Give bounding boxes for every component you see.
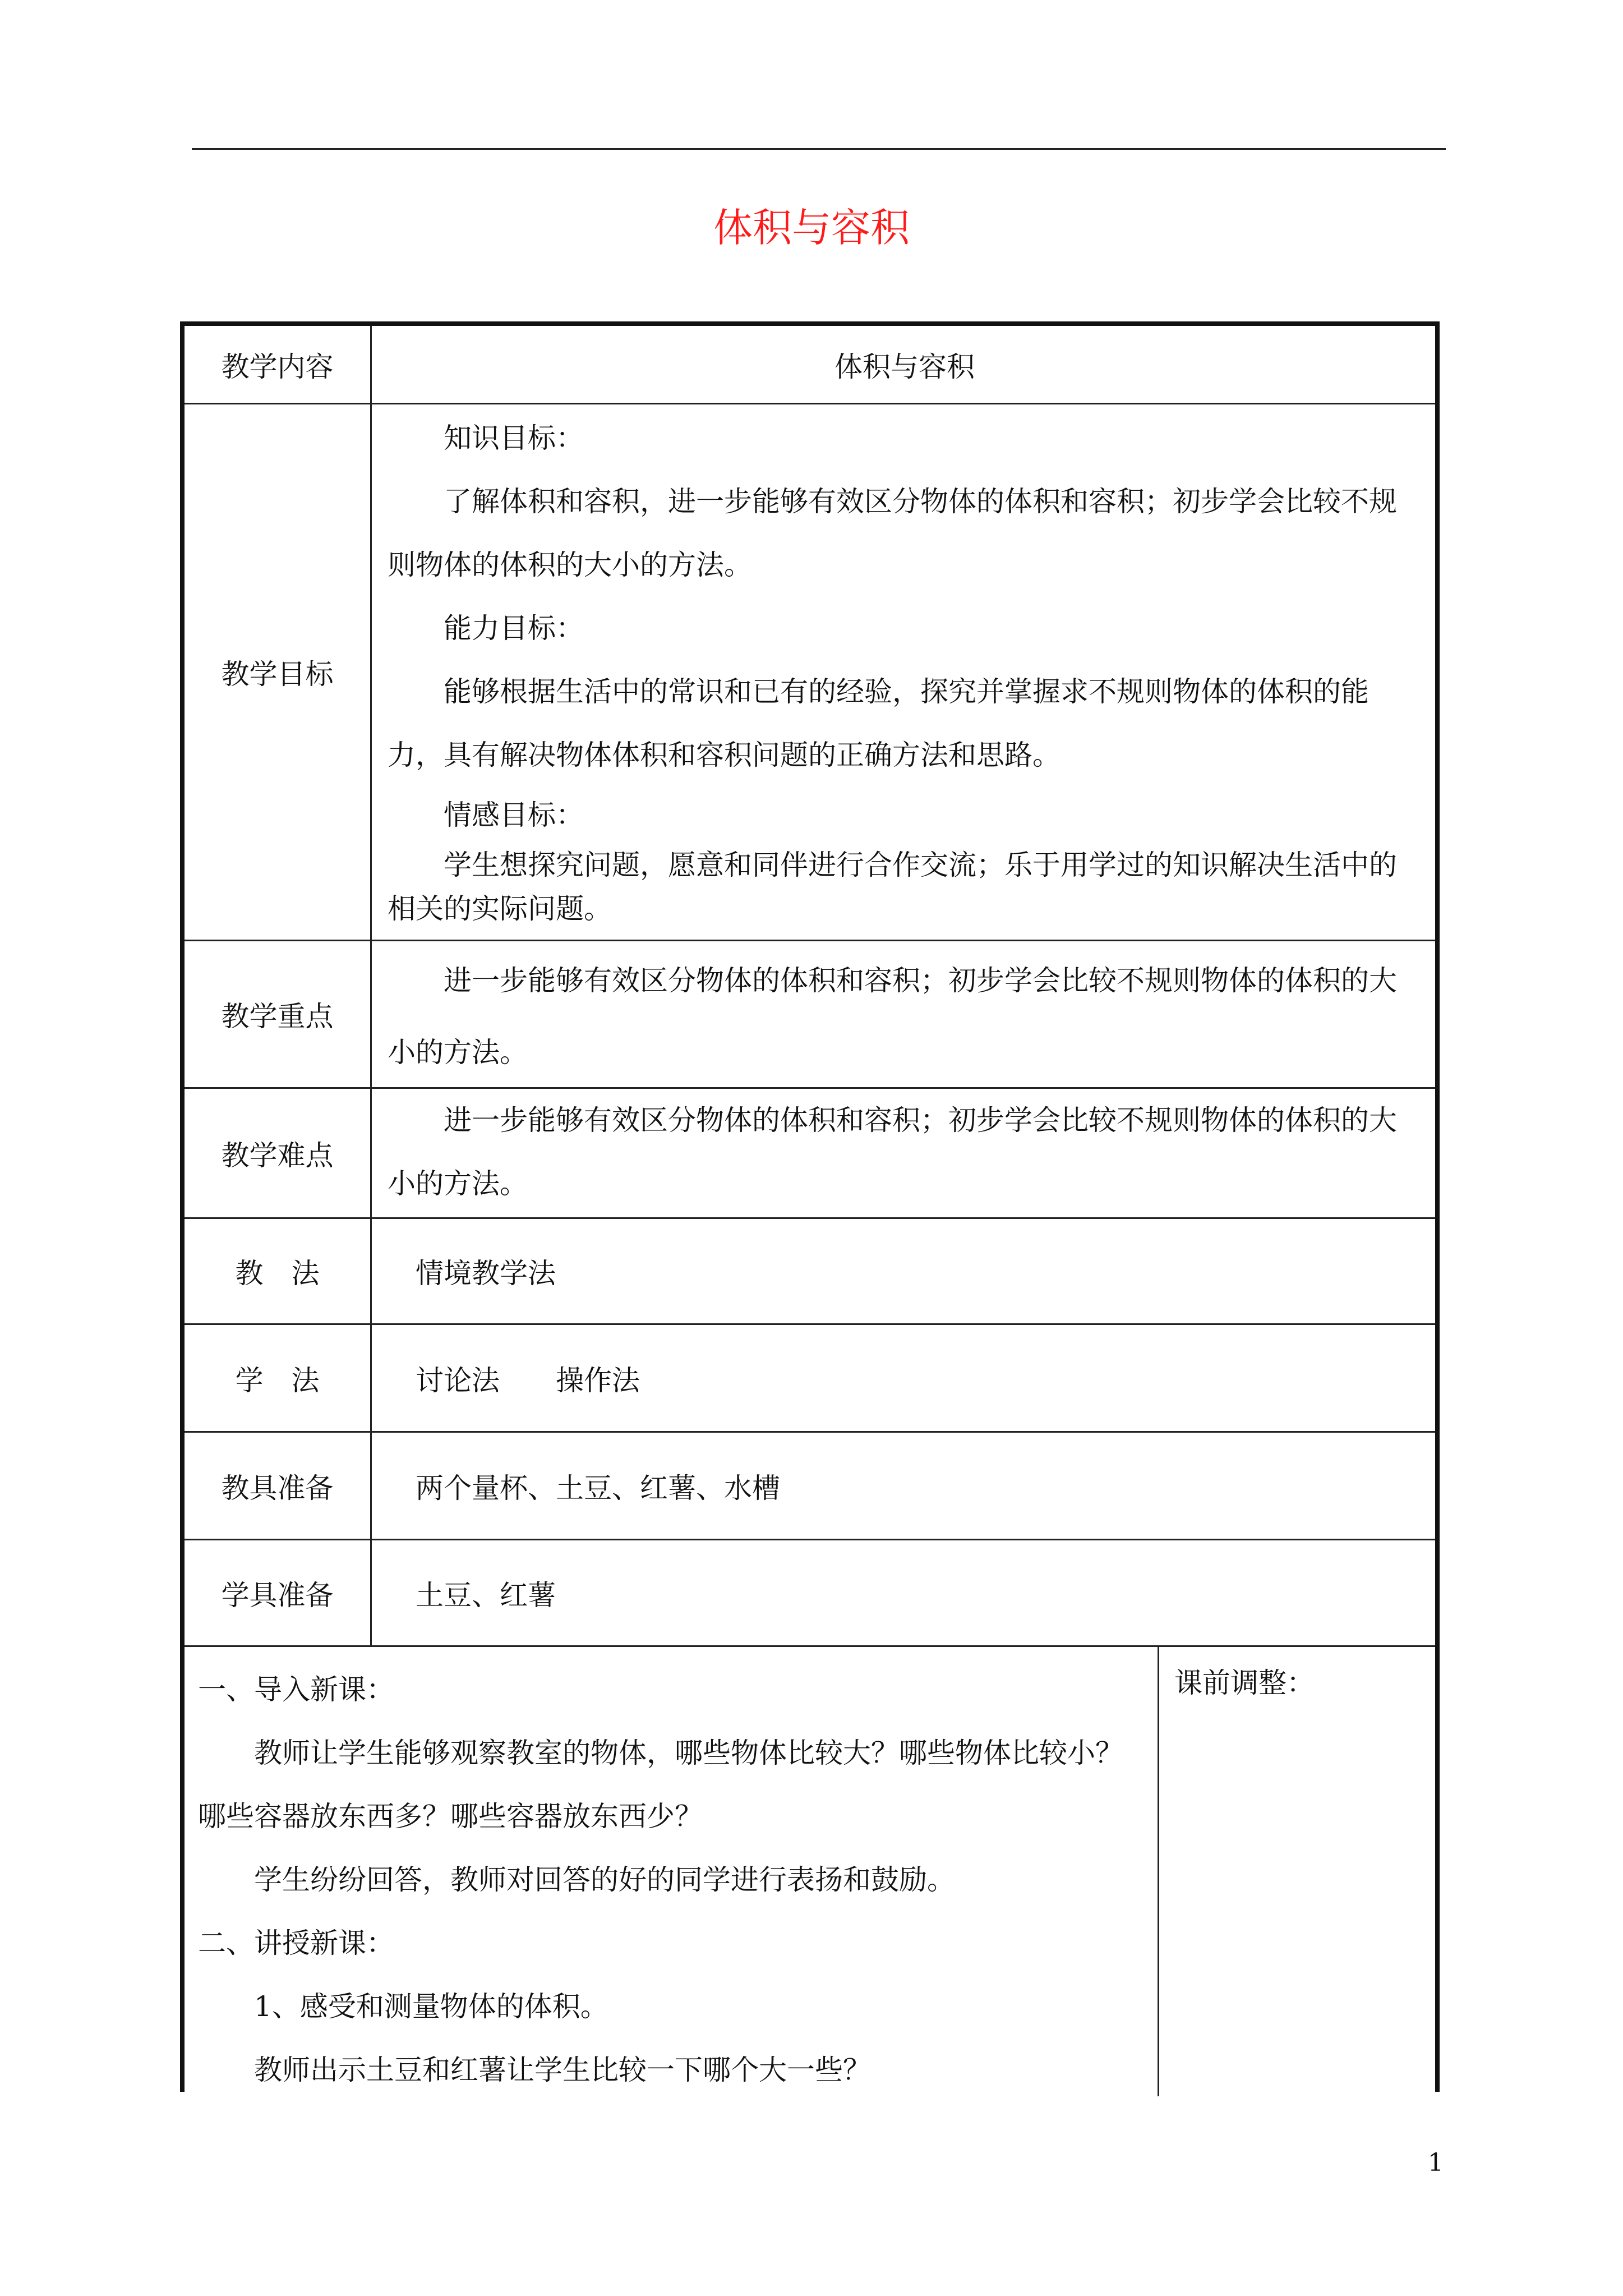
row-difficult-points bbox=[185, 1087, 1435, 1217]
row-teaching-method bbox=[185, 1217, 1435, 1323]
row-label: 教具准备 bbox=[185, 1433, 372, 1539]
row-value: 讨论法 操作法 bbox=[416, 1364, 640, 1397]
row-value bbox=[372, 1089, 1435, 1217]
header-rule bbox=[192, 148, 1446, 150]
row-value: 两个量杯、土豆、红薯、水槽 bbox=[416, 1471, 780, 1504]
difficult-text: 进一步能够有效区分物体的体积和容积；初步学会比较不规则物体的体积的大小的方法。 bbox=[388, 1104, 1397, 1200]
goal-heading: 能力目标： bbox=[444, 612, 584, 645]
row-value bbox=[372, 404, 1435, 940]
row-student-tools bbox=[185, 1539, 1435, 1645]
row-label: 教学难点 bbox=[185, 1089, 372, 1217]
row-value: 土豆、红薯 bbox=[416, 1579, 556, 1612]
row-content bbox=[185, 326, 1435, 403]
row-label: 学具准备 bbox=[185, 1540, 372, 1645]
row-label: 教学重点 bbox=[185, 941, 372, 1087]
row-value: 体积与容积 bbox=[834, 350, 975, 383]
row-label: 教学目标 bbox=[185, 404, 372, 940]
row-value bbox=[372, 941, 1435, 1087]
row-goals bbox=[185, 403, 1435, 940]
row-label: 教学内容 bbox=[185, 326, 372, 403]
lesson-text: 教师让学生能够观察教室的物体，哪些物体比较大？哪些物体比较小？哪些容器放东西多？哪些容器放东西少？ bbox=[198, 1737, 1123, 1833]
row-value: 情境教学法 bbox=[416, 1257, 556, 1290]
section-heading: 一、导入新课： bbox=[198, 1673, 394, 1706]
row-teacher-tools bbox=[185, 1431, 1435, 1539]
row-lesson-process bbox=[185, 1645, 1435, 2096]
lesson-plan-table bbox=[180, 321, 1440, 2092]
row-key-points bbox=[185, 940, 1435, 1087]
lesson-text: 学生纷纷回答，教师对回答的好的同学进行表扬和鼓励。 bbox=[254, 1864, 955, 1896]
section-heading: 二、讲授新课： bbox=[198, 1927, 394, 1959]
row-learning-method bbox=[185, 1323, 1435, 1431]
goal-text: 了解体积和容积，进一步能够有效区分物体的体积和容积；初步学会比较不规则物体的体积的大小的方法。 bbox=[388, 485, 1397, 581]
lesson-text: 教师出示土豆和红薯让学生比较一下哪个大一些？ bbox=[254, 2054, 871, 2086]
row-label: 学 法 bbox=[185, 1325, 372, 1431]
goal-heading: 知识目标： bbox=[444, 422, 584, 454]
goal-heading: 情感目标： bbox=[444, 799, 584, 831]
row-label: 教 法 bbox=[185, 1219, 372, 1323]
goal-text: 学生想探究问题，愿意和同伴进行合作交流；乐于用学过的知识解决生活中的相关的实际问题。 bbox=[388, 849, 1397, 925]
goal-text: 能够根据生活中的常识和已有的经验，探究并掌握求不规则物体的体积的能力，具有解决物体体积和容积问题的正确方法和思路。 bbox=[388, 675, 1369, 771]
page-title: 体积与容积 bbox=[713, 205, 910, 251]
page-number: 1 bbox=[1428, 2148, 1444, 2177]
pre-class-adjustment: 课前调整： bbox=[1174, 1667, 1315, 1699]
lesson-text: 1、感受和测量物体的体积。 bbox=[254, 1990, 608, 2023]
key-text: 进一步能够有效区分物体的体积和容积；初步学会比较不规则物体的体积的大小的方法。 bbox=[388, 964, 1397, 1069]
lesson-process bbox=[185, 1647, 1159, 2096]
